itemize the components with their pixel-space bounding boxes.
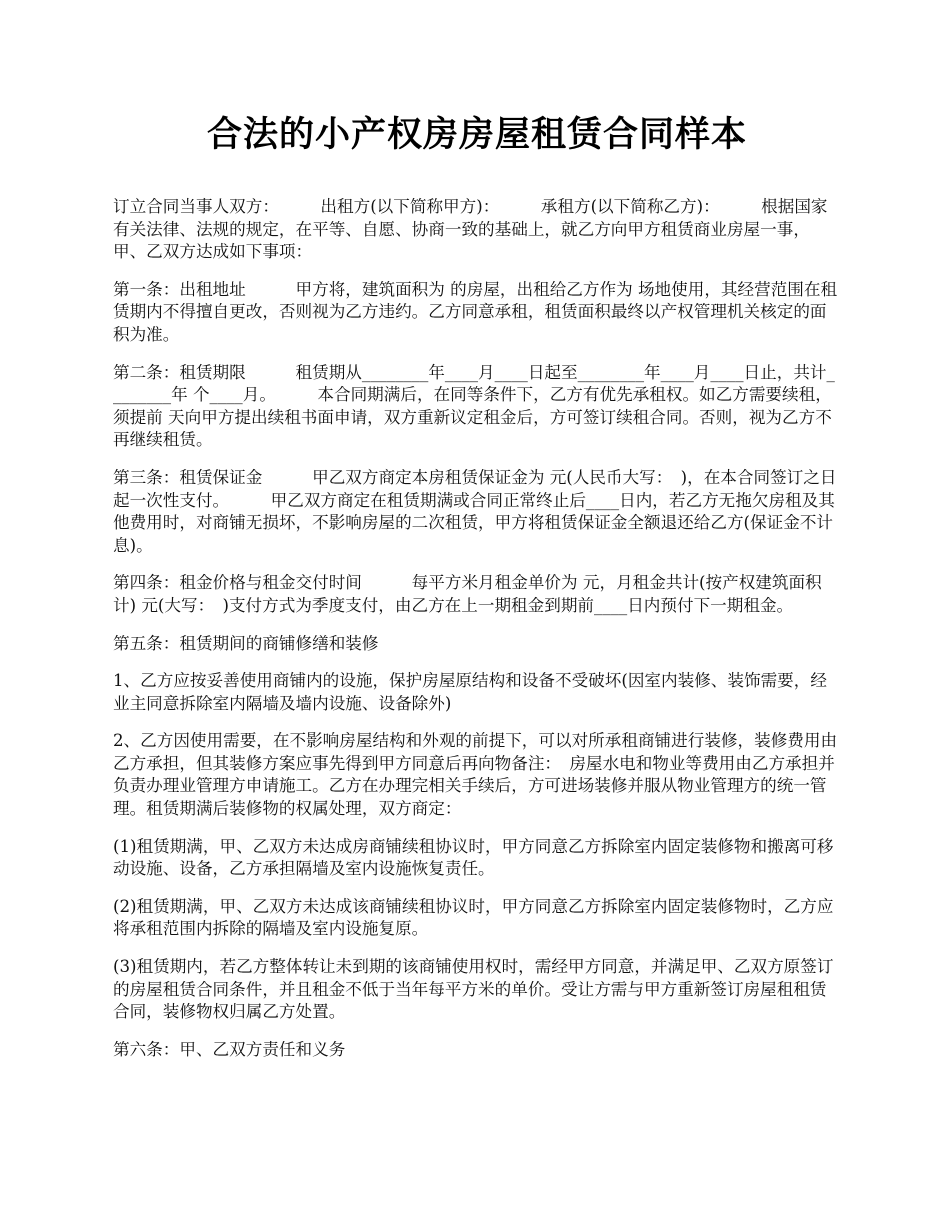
paragraph-article-5-heading: 第五条：租赁期间的商铺修缮和装修 — [113, 633, 379, 653]
paragraph-article-5-sub-3: (3)租赁期内，若乙方整体转让未到期的该商铺使用权时，需经甲方同意，并满足甲、乙双方原签订的房屋租赁合同条件，并且租金不低于当年每平方米的单价。受让方需与甲方重新签订房屋租租赁合同，装修物权归属乙方处置。 — [113, 957, 834, 1022]
paragraph-article-1: 第一条：出租地址 甲方将，建筑面积为 的房屋，出租给乙方作为 场地使用，其经营范围在租赁期内不得擅自更改，否则视为乙方违约。乙方同意承租，租赁面积最终以产权管理机关核定的面积为准。 — [113, 279, 838, 344]
paragraph-article-5-item-1: 1、乙方应按妥善使用商铺内的设施，保护房屋原结构和设备不受破坏(因室内装修、装饰需要，经业主同意拆除室内隔墙及墙内设施、设备除外) — [113, 671, 827, 713]
paragraph-article-6-heading: 第六条：甲、乙双方责任和义务 — [113, 1039, 346, 1059]
document-title: 合法的小产权房房屋租赁合同样本 — [206, 114, 747, 155]
document-page — [113, 110, 841, 1076]
paragraph-article-3: 第三条：租赁保证金 甲乙双方商定本房租赁保证金为 元(人民币大写： )，在本合同签订之日起一次性支付。 甲乙双方商定在租赁期满或合同正常终止后____日内，若乙方无拖欠房租及其他费用时，对商铺无损坏，不影响房屋的二次租赁，甲方将租赁保证金全额退还给乙方(保证金不计息)。 — [113, 467, 837, 555]
paragraph-article-5-sub-2: (2)租赁期满，甲、乙双方未达成该商铺续租协议时，甲方同意乙方拆除室内固定装修物时，乙方应将承租范围内拆除的隔墙及室内设施复原。 — [113, 896, 834, 939]
paragraph-article-5-sub-1: (1)租赁期满，甲、乙双方未达成房商铺续租协议时，甲方同意乙方拆除室内固定装修物和搬离可移动设施、设备，乙方承担隔墙及室内设施恢复责任。 — [113, 836, 834, 879]
paragraph-parties: 订立合同当事人双方： 出租方(以下简称甲方)： 承租方(以下简称乙方)： 根据国家有关法律、法规的规定，在平等、自愿、协商一致的基础上，就乙方向甲方租赁商业房屋一事，甲、乙双方达成如下事项： — [113, 197, 828, 262]
paragraph-article-5-item-2: 2、乙方因使用需要，在不影响房屋结构和外观的前提下，可以对所承租商铺进行装修，装修费用由乙方承担，但其装修方案应事先得到甲方同意后再向物备注： 房屋水电和物业等费用由乙方承担并负责办理业管理方申请施工。乙方在办理完相关手续后，方可进场装修并服从物业管理方的统一管理。租赁期满后装修物的权属处理，双方商定： — [113, 731, 838, 819]
paragraph-article-4: 第四条：租金价格与租金交付时间 每平方米月租金单价为 元，月租金共计(按产权建筑面积计) 元(大写： )支付方式为季度支付，由乙方在上一期租金到期前____日内预付下一期租金。 — [113, 573, 822, 615]
paragraph-article-2: 第二条：租赁期限 租赁期从________年____月____日起至________年____月____日止，共计________年 个____月。 本合同期满后，在同等条件下，乙方有优先承租权。如乙方需要续租，须提前 天向甲方提出续租书面申请，双方重新议定租金后，方可签订续租合同。否则，视为乙方不再继续租赁。 — [113, 362, 835, 450]
